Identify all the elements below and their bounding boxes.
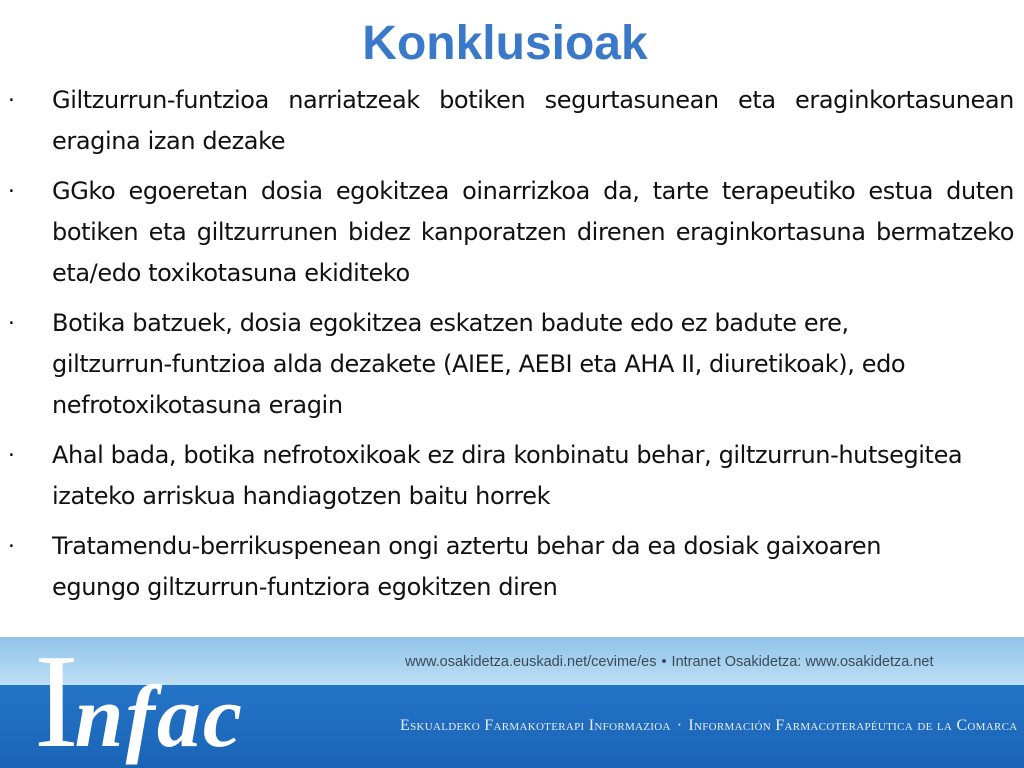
logo-rest: nfac (74, 669, 244, 766)
logo-initial: I (34, 627, 75, 768)
bullet-item (0, 80, 1024, 162)
bullet-marker: · (6, 536, 17, 557)
bullet-text: Giltzurrun-funtzioa narriatzeak botiken segurtasunean eta eraginkortasunean eragina izan dezake (52, 86, 1014, 155)
cevime-link[interactable]: www.osakidetza.euskadi.net/cevime/es (405, 654, 657, 670)
bullet-marker: · (6, 313, 17, 334)
tagline-separator: · (676, 717, 683, 734)
footer-banner (0, 627, 1024, 768)
bullet-item (0, 526, 1024, 608)
bullet-item (0, 303, 1024, 426)
bullet-text: Tratamendu-berrikuspenean ongi aztertu behar da ea dosiak gaixoaren egungo giltzurrun-funtziora egokitzen diren (52, 532, 882, 601)
footer-links (405, 653, 934, 671)
footer-tagline (400, 716, 1018, 736)
bullet-text: GGko egoeretan dosia egokitzea oinarrizkoa da, tarte terapeutiko estua duten botiken eta giltzurrunen bidez kanporatzen direnen eraginkortasuna bermatzeko eta/edo toxikotasuna ekiditeko (52, 177, 1014, 287)
bullet-marker: · (6, 90, 17, 111)
bullet-item (0, 171, 1024, 294)
slide-title: Konklusioak (362, 17, 648, 70)
intranet-link[interactable]: Intranet Osakidetza: www.osakidetza.net (671, 654, 934, 670)
tagline-basque: Eskualdeko Farmakoterapi Informazioa (400, 717, 671, 734)
bullet-text: Ahal bada, botika nefrotoxikoak ez dira konbinatu behar, giltzurrun-hutsegitea izateko arriskua handiagotzen baitu horrek (52, 441, 963, 510)
infac-logo (34, 627, 244, 768)
bullet-marker: · (6, 445, 17, 466)
link-separator: • (661, 654, 667, 670)
bullet-list (0, 80, 1024, 617)
bullet-marker: · (6, 181, 17, 202)
tagline-spanish: Información Farmacoterapéutica de la Comarca (688, 717, 1018, 734)
bullet-item (0, 435, 1024, 517)
bullet-text: Botika batzuek, dosia egokitzea eskatzen badute edo ez badute ere, giltzurrun-funtzioa alda dezakete (AIEE, AEBI eta AHA II, diuretikoak), edo nefrotoxikotasuna eragin (52, 309, 906, 419)
